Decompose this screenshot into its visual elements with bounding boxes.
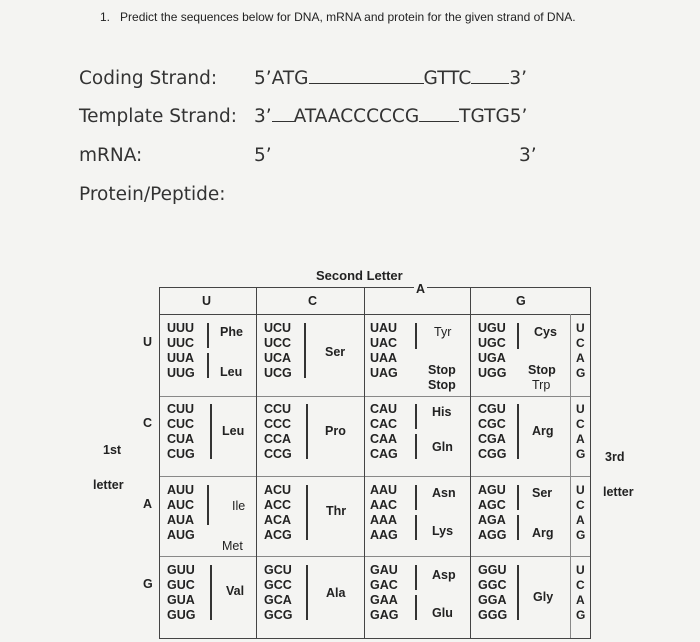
coding-strand-label: Coding Strand: (79, 68, 218, 89)
bracket (517, 515, 519, 540)
aa-ala: Ala (326, 586, 346, 600)
bracket (415, 434, 417, 459)
codons-ug: UGU UGC UGA UGG (478, 321, 507, 380)
first-letter-label-1: 1st (103, 443, 122, 457)
mrna-label: mRNA: (79, 145, 143, 166)
bracket (210, 404, 212, 459)
row-divider-1 (160, 396, 590, 397)
aa-phe: Phe (220, 325, 243, 339)
aa-val: Val (226, 584, 245, 598)
second-letter-g: G (516, 294, 526, 308)
template-strand-line (254, 106, 527, 127)
codons-aa: AAU AAC AAA AAG (370, 483, 398, 542)
col-divider-2 (364, 288, 365, 638)
question (100, 10, 576, 24)
aa-leu-c: Leu (222, 424, 245, 438)
aa-glu: Glu (432, 606, 453, 620)
bracket (517, 404, 519, 459)
bracket (517, 323, 519, 349)
mrna-start: 5’ (254, 145, 272, 166)
col-divider-4 (570, 314, 571, 638)
first-letter-c: C (143, 416, 153, 430)
second-letter-u: U (202, 294, 212, 308)
aa-ile: Ile (232, 499, 246, 513)
coding-mid: GTTC (423, 68, 472, 89)
bracket (207, 323, 209, 348)
template-blank-2 (419, 107, 459, 122)
third-letter-label-1: 3rd (605, 450, 625, 464)
coding-strand-line (254, 68, 527, 89)
coding-blank-2 (471, 69, 509, 84)
codon-table (159, 282, 591, 639)
second-letter-title: Second Letter (316, 268, 403, 283)
aa-lys: Lys (432, 524, 454, 538)
codons-gg: GGU GGC GGA GGG (478, 563, 508, 622)
bracket (207, 485, 209, 525)
coding-blank-1 (309, 69, 424, 84)
aa-tyr: Tyr (434, 325, 452, 339)
aa-arg-c: Arg (532, 424, 554, 438)
aa-stop-uag: Stop (428, 378, 456, 392)
bracket (415, 323, 417, 349)
codons-ac: ACU ACC ACA ACG (264, 483, 292, 542)
col-divider-1 (256, 288, 257, 638)
bracket (415, 515, 417, 540)
aa-ser: Ser (325, 345, 346, 359)
coding-end: 3’ (509, 68, 527, 89)
aa-stop-uaa: Stop (428, 363, 456, 377)
template-strand-label: Template Strand: (79, 106, 237, 127)
codons-uc: UCU UCC UCA UCG (264, 321, 292, 380)
second-letter-a: A (416, 282, 426, 296)
codons-gc: GCU GCC GCA GCG (264, 563, 293, 622)
aa-trp: Trp (532, 378, 551, 392)
codons-cu: CUU CUC CUA CUG (167, 402, 195, 461)
aa-his: His (432, 405, 452, 419)
question-text: Predict the sequences below for DNA, mRNA and protein for the given strand of DNA. (120, 10, 576, 24)
template-blank-1 (272, 107, 294, 122)
codons-uu: UUU UUC UUA UUG (167, 321, 195, 380)
bracket (415, 485, 417, 510)
aa-asn: Asn (432, 486, 456, 500)
bracket (517, 565, 519, 620)
aa-met: Met (222, 539, 243, 553)
coding-start: 5’ATG (254, 68, 309, 89)
third-letters-g: U C A G (576, 563, 586, 622)
question-number: 1. (100, 10, 111, 24)
codons-ga: GAU GAC GAA GAG (370, 563, 399, 622)
codons-gu: GUU GUC GUA GUG (167, 563, 196, 622)
aa-stop-uga: Stop (528, 363, 556, 377)
second-letter-c: C (308, 294, 318, 308)
codons-cg: CGU CGC CGA CGG (478, 402, 507, 461)
bracket (210, 565, 212, 620)
aa-cys: Cys (534, 325, 557, 339)
codons-cc: CCU CCC CCA CCG (264, 402, 292, 461)
bracket (306, 485, 308, 540)
bracket (415, 565, 417, 590)
template-start: 3’ (254, 106, 272, 127)
template-seq2: TGTG5’ (459, 106, 528, 127)
bracket (304, 323, 306, 378)
first-letter-a: A (143, 497, 153, 511)
codons-au: AUU AUC AUA AUG (167, 483, 195, 542)
protein-label: Protein/Peptide: (79, 184, 226, 205)
codons-ua: UAU UAC UAA UAG (370, 321, 398, 380)
aa-leu: Leu (220, 365, 243, 379)
codons-ag: AGU AGC AGA AGG (478, 483, 507, 542)
aa-ser-a: Ser (532, 486, 553, 500)
aa-thr: Thr (326, 504, 347, 518)
template-seq1: ATAACCCCCG (293, 106, 420, 127)
aa-arg-a: Arg (532, 526, 554, 540)
first-letter-g: G (143, 577, 153, 591)
col-divider-3 (470, 288, 471, 638)
bracket (306, 404, 308, 459)
bracket (306, 565, 308, 620)
aa-pro: Pro (325, 424, 346, 438)
mrna-end: 3’ (519, 145, 537, 166)
header-divider (160, 314, 590, 315)
third-letters-a: U C A G (576, 483, 586, 542)
bracket (207, 353, 209, 378)
codons-ca: CAU CAC CAA CAG (370, 402, 398, 461)
third-letters-u: U C A G (576, 321, 586, 380)
first-letter-u: U (143, 335, 153, 349)
bracket (415, 595, 417, 620)
bracket (415, 404, 417, 429)
row-divider-3 (160, 556, 590, 557)
third-letter-label-2: letter (603, 485, 634, 499)
aa-gln: Gln (432, 440, 453, 454)
aa-gly: Gly (533, 590, 554, 604)
third-letters-c: U C A G (576, 402, 586, 461)
aa-asp: Asp (432, 568, 456, 582)
bracket (517, 485, 519, 510)
first-letter-label-2: letter (93, 478, 124, 492)
row-divider-2 (160, 476, 590, 477)
